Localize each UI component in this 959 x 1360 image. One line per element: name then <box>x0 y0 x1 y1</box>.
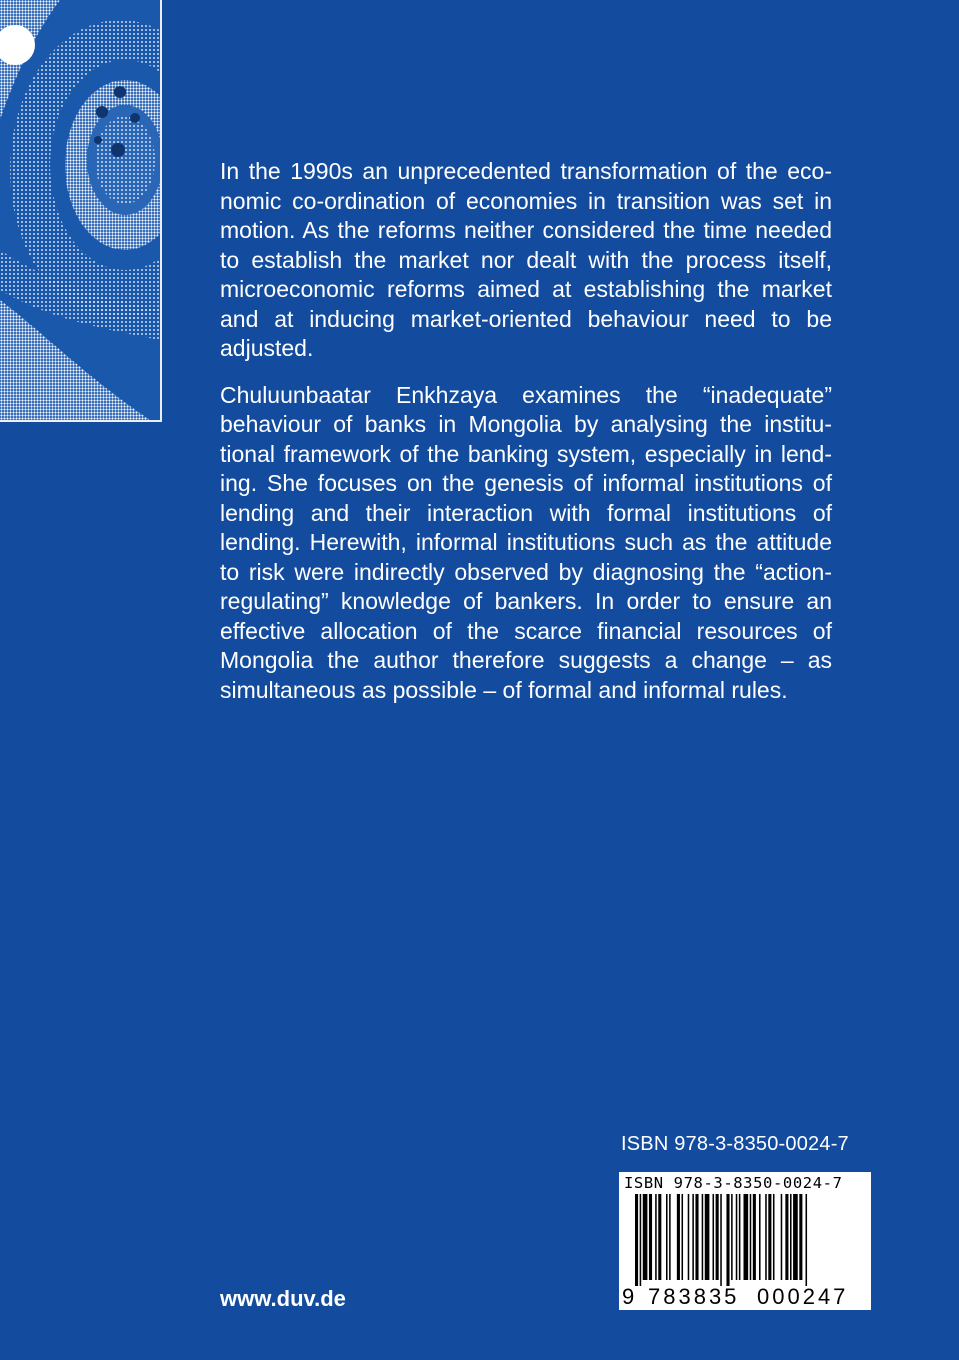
barcode-bar <box>705 1194 710 1280</box>
barcode-bar <box>713 1194 715 1280</box>
barcode-bar <box>635 1194 638 1286</box>
halftone-wheel-illustration <box>0 0 160 420</box>
barcode-bar <box>720 1194 722 1286</box>
barcode-bar <box>649 1194 652 1280</box>
barcode-bar <box>785 1194 788 1280</box>
isbn-barcode <box>619 1172 871 1310</box>
barcode-bar <box>790 1194 792 1280</box>
barcode-bar <box>799 1194 802 1280</box>
barcode-bar <box>773 1194 775 1280</box>
barcode-bar <box>669 1194 671 1280</box>
barcode-bar <box>688 1194 690 1280</box>
barcode-bar <box>753 1194 756 1280</box>
barcode-bar <box>781 1194 783 1280</box>
barcode-bar <box>739 1194 741 1280</box>
barcode-right-group: 000247 <box>757 1284 849 1309</box>
barcode-bar <box>744 1194 749 1280</box>
barcode-bar <box>768 1194 771 1280</box>
barcode-bar <box>677 1194 680 1280</box>
barcode-bars <box>635 1194 857 1286</box>
barcode-bar <box>666 1194 668 1280</box>
barcode-left-group: 783835 <box>648 1284 740 1309</box>
barcode-bar <box>736 1194 738 1280</box>
barcode-bar <box>750 1194 752 1280</box>
barcode-bar <box>793 1194 798 1280</box>
barcode-bar <box>759 1194 761 1280</box>
barcode-bar <box>731 1194 733 1280</box>
barcode-bar <box>682 1194 684 1280</box>
barcode-bar <box>692 1194 694 1280</box>
barcode-bar <box>806 1194 808 1286</box>
blurb-paragraph-1: In the 1990s an unprecedented transformation of the economic co-ordination of economies in transition was set in motion. As the reforms neither considered the time needed to establish the market nor dealt with the process itself, microeconomic reforms aimed at establishing the market and at inducing market-oriented behaviour need to be adjusted. <box>220 158 832 361</box>
barcode-bar <box>726 1194 729 1286</box>
barcode-isbn-text: ISBN 978-3-8350-0024-7 <box>624 1174 843 1192</box>
back-cover-blurb <box>220 157 832 722</box>
barcode-bar <box>655 1194 657 1280</box>
cover-photo <box>0 0 162 422</box>
barcode-bar <box>765 1194 767 1280</box>
barcode-lead-digit: 9 <box>622 1284 635 1309</box>
barcode-bar <box>643 1194 648 1280</box>
blurb-paragraph-2: Chuluunbaatar Enkhzaya examines the “inadequate” behaviour of banks in Mongolia by analysing the institutional framework of the banking system, especially in lending. She focuses on the genesis of informal institutions of lending and their interaction with formal institutions of lending. Herewith, informal institutions such as the attitude to risk were indirectly observed by diagnosing the “action-regulating” knowledge of bankers. In order to ensure an effective allocation of the scarce financial resources of Mongolia the author therefore suggests a change – as simultaneous as possible – of formal and informal rules. <box>220 381 832 703</box>
isbn-label: ISBN 978-3-8350-0024-7 <box>621 1133 849 1155</box>
barcode-bar <box>702 1194 704 1280</box>
barcode-bar <box>716 1194 719 1280</box>
barcode-bar <box>695 1194 698 1280</box>
publisher-website: www.duv.de <box>220 1286 346 1311</box>
barcode-bar <box>640 1194 642 1286</box>
barcode-bar <box>658 1194 661 1280</box>
